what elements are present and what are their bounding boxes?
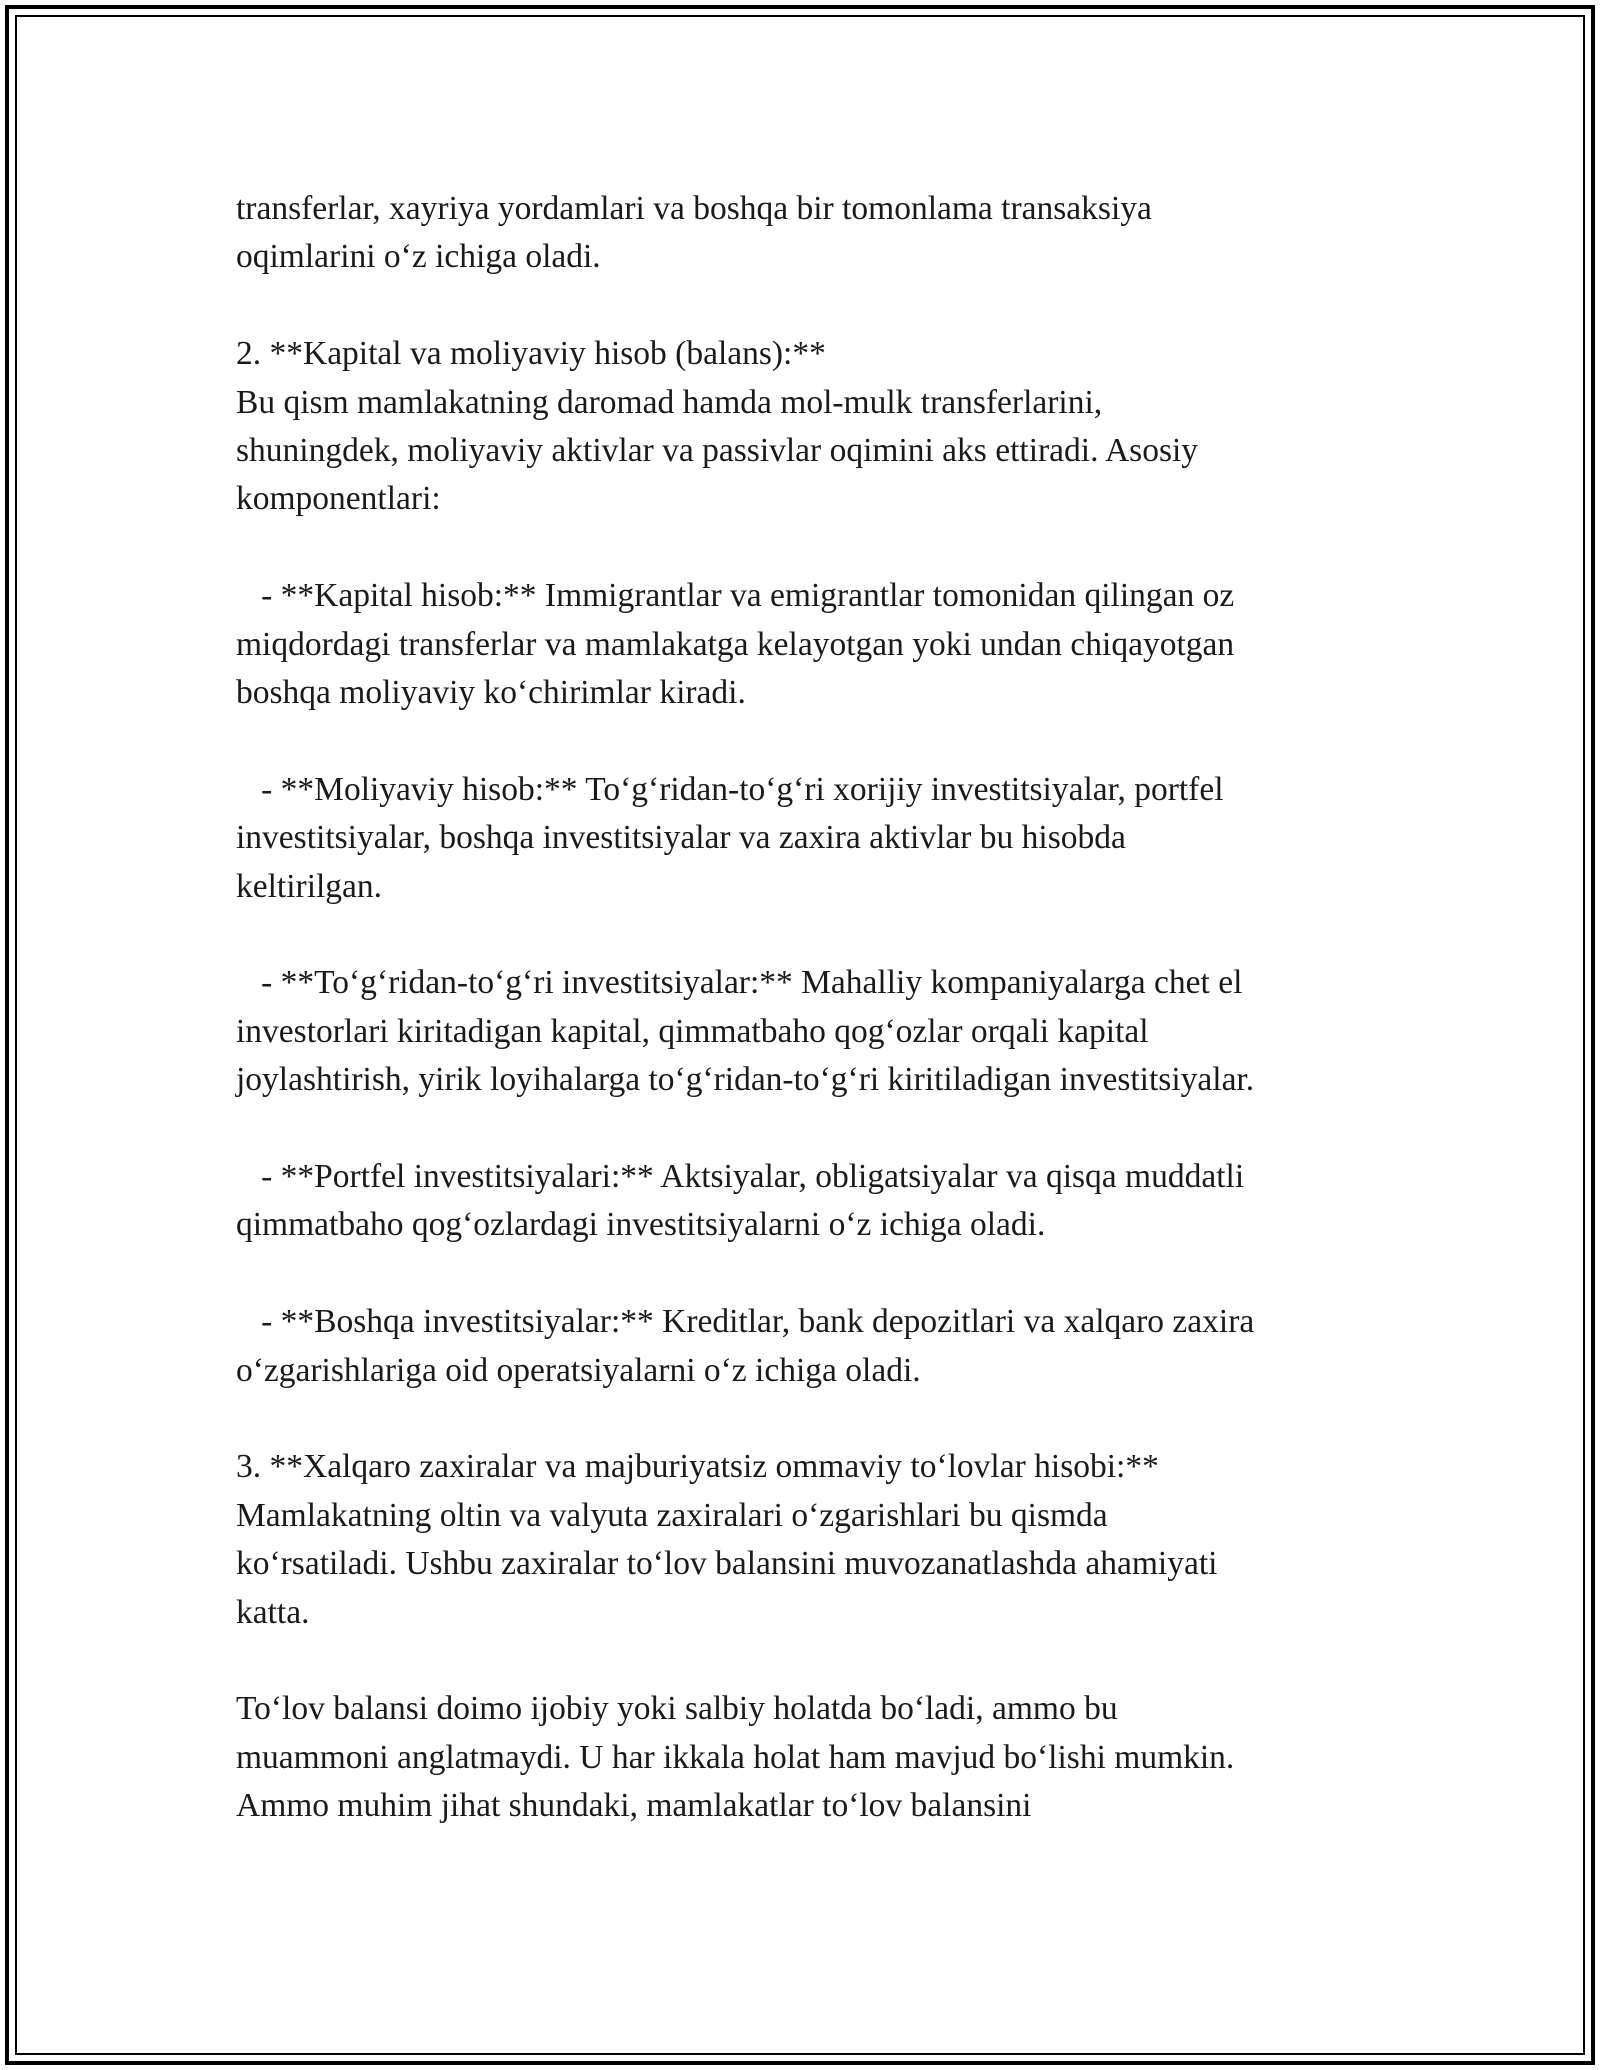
text-line: To‘lov balansi doimo ijobiy yoki salbiy holatda bo‘ladi, ammo bu (236, 1690, 1118, 1728)
text-line: - **To‘g‘ridan-to‘g‘ri investitsiyalar:** Mahalliy kompaniyalarga chet el (236, 964, 1243, 1002)
blank-line (236, 1250, 1416, 1298)
text-line: boshqa moliyaviy ko‘chirimlar kiradi. (236, 674, 746, 712)
text-line: o‘zgarishlariga oid operatsiyalarni o‘z ichiga oladi. (236, 1351, 921, 1389)
text-line: ko‘rsatiladi. Ushbu zaxiralar to‘lov balansini muvozanatlashda ahamiyati (236, 1545, 1218, 1583)
text-line: - **Kapital hisob:** Immigrantlar va emigrantlar tomonidan qilingan oz (236, 577, 1235, 615)
text-line: keltirilgan. (236, 867, 383, 905)
blank-line (236, 911, 1416, 959)
text-line: katta. (236, 1593, 310, 1631)
text-line: - **Portfel investitsiyalari:** Aktsiyalar, obligatsiyalar va qisqa muddatli (236, 1158, 1245, 1196)
text-line: transferlar, xayriya yordamlari va boshqa bir tomonlama transaksiya (236, 190, 1152, 227)
text-line: investitsiyalar, boshqa investitsiyalar va zaxira aktivlar bu hisobda (236, 819, 1126, 857)
text-line: investorlari kiritadigan kapital, qimmatbaho qog‘ozlar orqali kapital (236, 1012, 1149, 1050)
text-line: qimmatbaho qog‘ozlardagi investitsiyalarni o‘z ichiga oladi. (236, 1206, 1046, 1244)
text-line: joylashtirish, yirik loyihalarga to‘g‘ridan-to‘g‘ri kiritiladigan investitsiyalar. (236, 1061, 1255, 1099)
text-line: Ammo muhim jihat shundaki, mamlakatlar to‘lov balansini (236, 1787, 1032, 1825)
text-line: 3. **Xalqaro zaxiralar va majburiyatsiz ommaviy to‘lovlar hisobi:** (236, 1448, 1159, 1486)
blank-line (236, 524, 1416, 572)
text-line: oqimlarini o‘z ichiga oladi. (236, 238, 601, 276)
text-line: Bu qism mamlakatning daromad hamda mol-mulk transferlarini, (236, 383, 1103, 421)
text-line: miqdordagi transferlar va mamlakatga kelayotgan yoki undan chiqayotgan (236, 625, 1235, 663)
blank-line (236, 717, 1416, 765)
blank-line (236, 282, 1416, 330)
text-line: - **Moliyaviy hisob:** To‘g‘ridan-to‘g‘ri xorijiy investitsiyalar, portfel (236, 770, 1224, 808)
text-line: Mamlakatning oltin va valyuta zaxiralari o‘zgarishlari bu qismda (236, 1496, 1108, 1534)
text-line: 2. **Kapital va moliyaviy hisob (balans):** (236, 335, 826, 373)
text-line: muammoni anglatmaydi. U har ikkala holat ham mavjud bo‘lishi mumkin. (236, 1738, 1235, 1776)
blank-line (236, 1637, 1416, 1685)
document-body (236, 185, 1416, 1831)
text-line: komponentlari: (236, 480, 441, 518)
blank-line (236, 1395, 1416, 1443)
blank-line (236, 1105, 1416, 1153)
text-line: shuningdek, moliyaviy aktivlar va passivlar oqimini aks ettiradi. Asosiy (236, 432, 1199, 470)
text-line: - **Boshqa investitsiyalar:** Kreditlar, bank depozitlari va xalqaro zaxira (236, 1303, 1255, 1341)
